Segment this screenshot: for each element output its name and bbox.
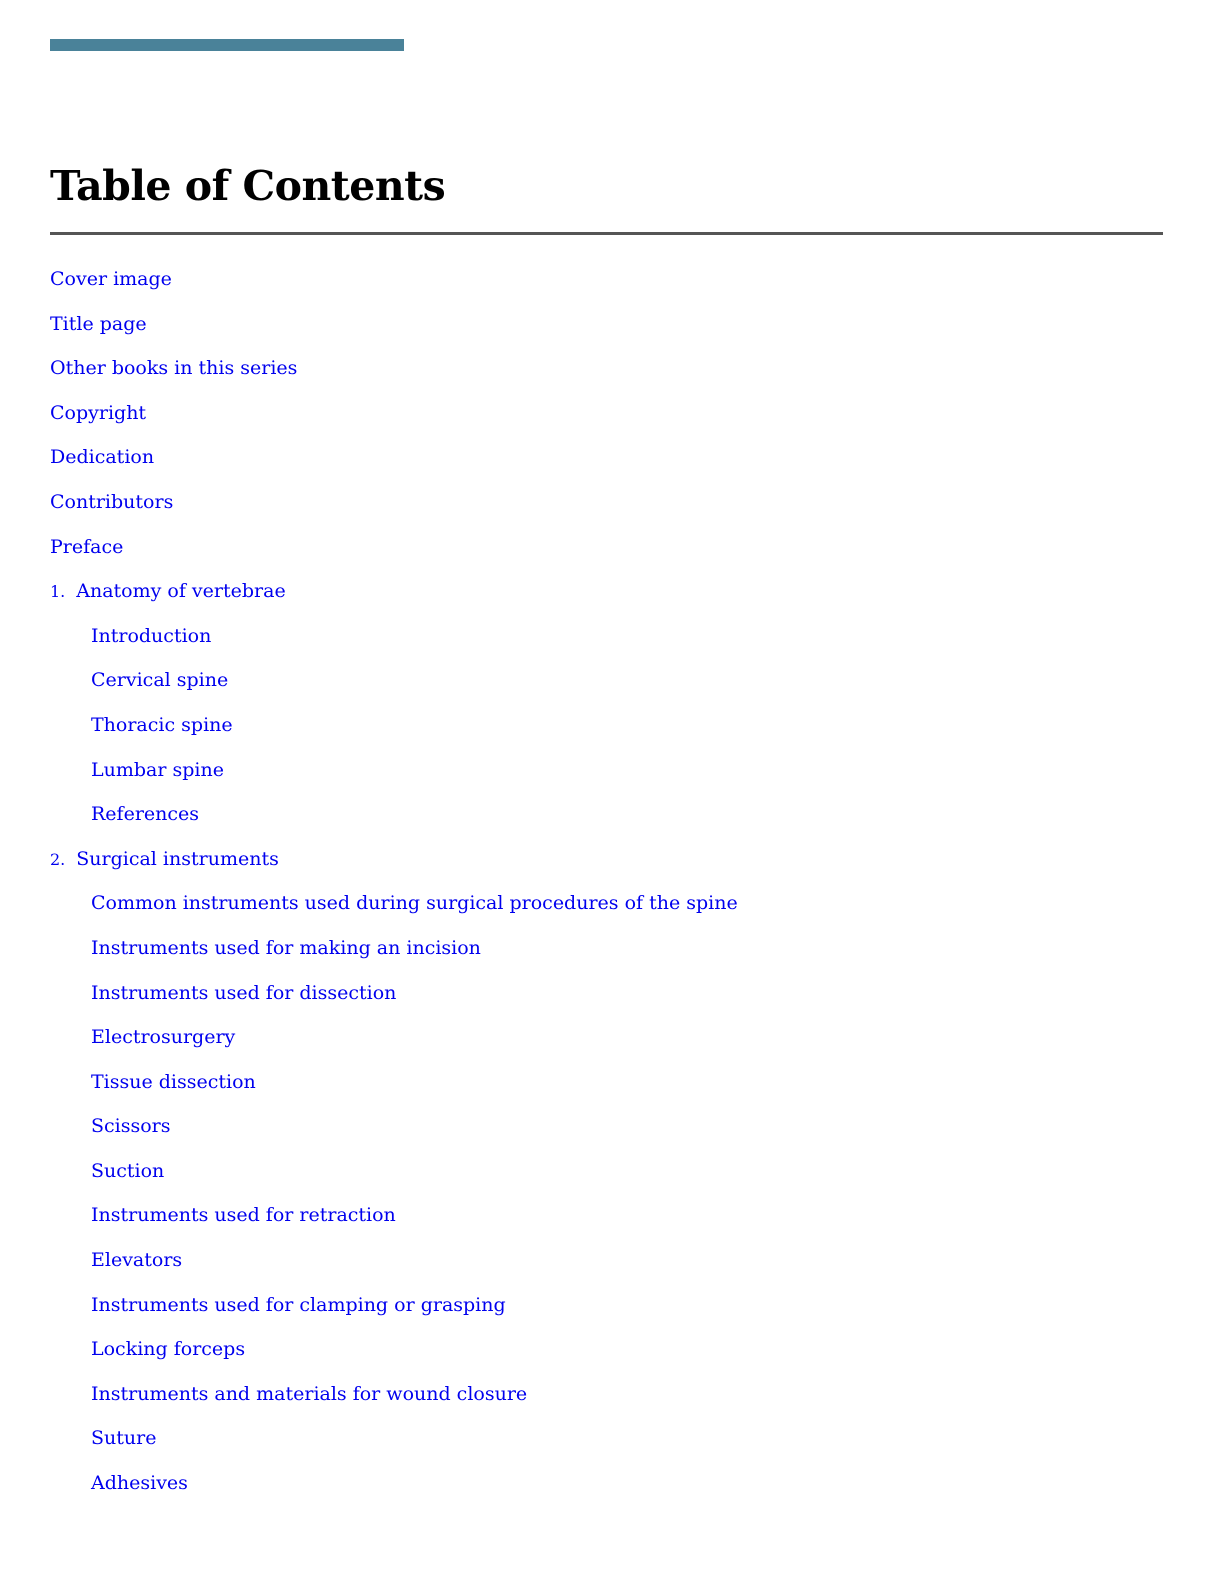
toc-link-label: Introduction <box>91 624 212 647</box>
toc-entry <box>50 529 1150 574</box>
toc-entry <box>50 261 1150 306</box>
toc-link-label: References <box>91 803 200 826</box>
chapter-number: 2. <box>50 849 66 869</box>
toc-link[interactable] <box>50 491 173 513</box>
toc-entry <box>50 484 1150 529</box>
toc-link-label: Anatomy of vertebrae <box>76 580 286 603</box>
toc-subentry <box>50 885 1150 930</box>
chapter-number: 1. <box>50 582 66 602</box>
toc-subentry <box>50 930 1150 975</box>
toc-link-label: Locking forceps <box>91 1338 246 1361</box>
toc-link[interactable] <box>91 625 211 647</box>
toc-link[interactable] <box>91 1071 256 1093</box>
toc-link-label: Copyright <box>50 401 147 424</box>
toc-subentry <box>50 1019 1150 1064</box>
toc-link[interactable] <box>50 402 146 424</box>
toc-link[interactable] <box>91 1204 396 1226</box>
toc-link-label: Elevators <box>91 1249 183 1272</box>
page-title: Table of Contents <box>50 162 446 210</box>
toc-link[interactable] <box>91 1472 188 1494</box>
toc-entry <box>50 306 1150 351</box>
toc-subentry <box>50 1331 1150 1376</box>
toc-subentry <box>50 1108 1150 1153</box>
toc-entry <box>50 395 1150 440</box>
toc-link-label: Electrosurgery <box>91 1026 236 1049</box>
toc-link[interactable] <box>50 357 297 379</box>
toc-link[interactable] <box>91 1026 235 1048</box>
toc-subentry <box>50 975 1150 1020</box>
toc-link-label: Scissors <box>91 1115 171 1138</box>
toc-link[interactable] <box>91 803 199 825</box>
toc-subentry <box>50 618 1150 663</box>
toc-link-label: Cover image <box>50 268 172 290</box>
toc-subentry <box>50 796 1150 841</box>
toc-link-label: Instruments used for retraction <box>91 1204 396 1227</box>
toc-subentry <box>50 1242 1150 1287</box>
toc-link-label: Tissue dissection <box>91 1070 256 1093</box>
toc-subentry <box>50 1197 1150 1242</box>
toc-link-label: Thoracic spine <box>91 713 233 736</box>
toc-link[interactable] <box>91 1115 171 1137</box>
toc-entry <box>50 350 1150 395</box>
toc-link[interactable] <box>91 1294 506 1316</box>
toc-subentry <box>50 707 1150 752</box>
toc-entry <box>50 573 1150 618</box>
toc-subentry <box>50 1465 1150 1510</box>
toc-link[interactable] <box>91 669 228 691</box>
toc-link[interactable] <box>91 759 224 781</box>
title-divider <box>50 232 1163 235</box>
toc-link[interactable] <box>50 268 172 290</box>
toc-link-label: Title page <box>50 312 147 335</box>
toc-link[interactable] <box>91 1338 245 1360</box>
toc-entry <box>50 439 1150 484</box>
toc-link[interactable] <box>91 1249 182 1271</box>
toc-link[interactable] <box>50 848 279 870</box>
toc-link-label: Common instruments used during surgical procedures of the spine <box>91 892 738 915</box>
toc-link[interactable] <box>91 1427 156 1449</box>
header-accent-bar <box>50 39 404 51</box>
toc-link-label: Suture <box>91 1427 157 1450</box>
toc-link[interactable] <box>50 536 123 558</box>
toc-link-label: Instruments used for dissection <box>91 981 397 1004</box>
toc-link[interactable] <box>50 446 154 468</box>
toc-link-label: Cervical spine <box>91 669 229 692</box>
toc-link[interactable] <box>91 1160 164 1182</box>
toc-link-label: Contributors <box>50 490 174 513</box>
toc-subentry <box>50 1376 1150 1421</box>
toc-link[interactable] <box>50 313 147 335</box>
toc-link-label: Instruments used for clamping or grasping <box>91 1293 506 1316</box>
toc-subentry <box>50 1420 1150 1465</box>
toc-link[interactable] <box>91 982 396 1004</box>
toc-link-label: Preface <box>50 535 124 558</box>
toc-subentry <box>50 752 1150 797</box>
toc-link-label: Other books in this series <box>50 357 298 380</box>
toc-subentry <box>50 662 1150 707</box>
toc-link[interactable] <box>91 937 481 959</box>
toc-link-label: Suction <box>91 1159 165 1182</box>
toc-link-label: Surgical instruments <box>76 847 279 870</box>
toc-link-label: Dedication <box>50 446 155 469</box>
table-of-contents-list <box>50 261 1150 1510</box>
toc-link-label: Lumbar spine <box>91 758 224 781</box>
toc-link[interactable] <box>50 580 286 602</box>
toc-subentry <box>50 1064 1150 1109</box>
toc-entry <box>50 841 1150 886</box>
toc-link[interactable] <box>91 714 233 736</box>
toc-subentry <box>50 1153 1150 1198</box>
toc-link[interactable] <box>91 892 738 914</box>
toc-link-label: Instruments used for making an incision <box>91 936 481 959</box>
toc-link[interactable] <box>91 1383 527 1405</box>
toc-subentry <box>50 1287 1150 1332</box>
toc-link-label: Adhesives <box>91 1472 188 1495</box>
toc-link-label: Instruments and materials for wound closure <box>91 1382 528 1405</box>
